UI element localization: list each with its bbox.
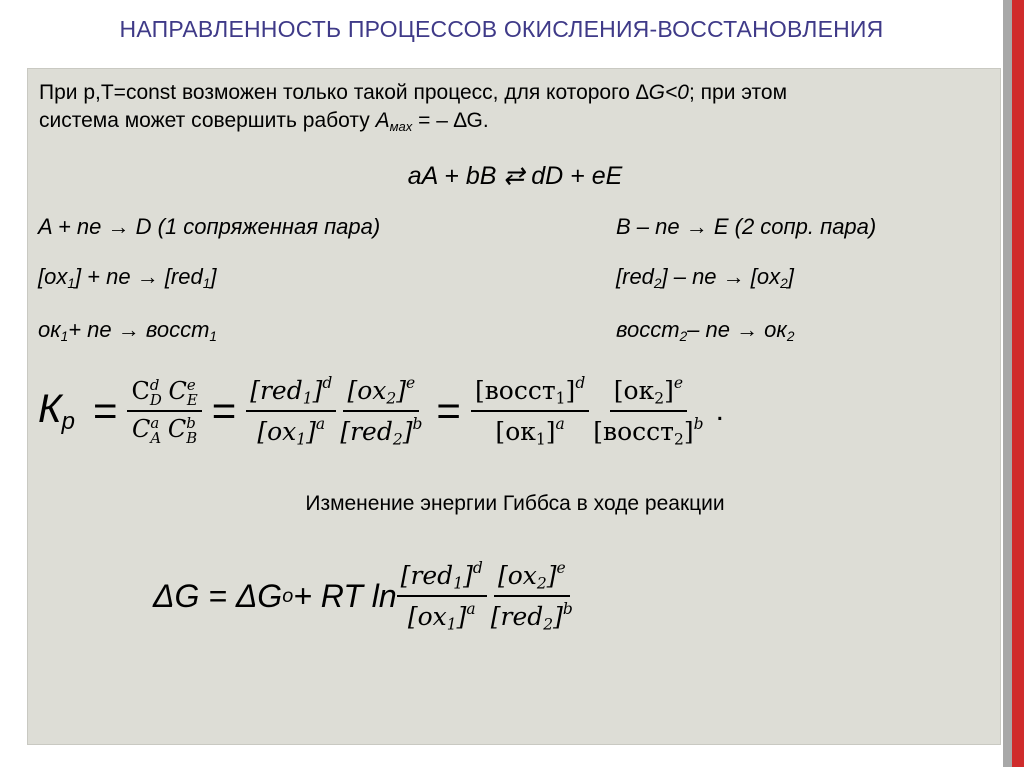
ok-text: ок (505, 417, 536, 447)
ox-text: ox (357, 375, 387, 405)
c-a-scripts (150, 416, 161, 446)
ox-red-left-c: ] (210, 264, 217, 289)
ox1-term: $[ox_1]^a$ (407, 600, 476, 634)
ox-red-left-a: [ox (38, 264, 68, 289)
red-text: red (500, 602, 544, 632)
fraction-concentrations (127, 377, 201, 446)
ok-vosst-left (38, 317, 217, 344)
ox-red-left (38, 264, 216, 291)
intro-text-1: При р,Т=const возможен только такой процесс, для которого (39, 81, 636, 104)
gibbs-fraction-1 (397, 559, 487, 634)
exp-e: e (186, 375, 196, 394)
sub-2: 2 (654, 389, 665, 408)
sub-2: 2 (536, 574, 547, 593)
exp-b: b (186, 414, 196, 433)
intro-text-4: = – ∆G. (412, 109, 489, 132)
gibbs-standard-sup: o (282, 584, 294, 607)
ok-vosst-left-a: ок (38, 317, 61, 342)
ok1-term: $[ок_1]^a$ (495, 415, 565, 449)
sub-2: 2 (543, 615, 554, 634)
kp-symbol (38, 387, 75, 436)
red-text: red (259, 375, 303, 405)
ok-vosst-left-b: + ne → восст (68, 317, 210, 342)
ox-red-left-b: ] + ne → [red (74, 264, 203, 289)
ok-vosst-left-sub2: 1 (209, 329, 217, 345)
gibbs-rt-ln: + RT ln (293, 577, 397, 614)
red1-term: $[red_1]^d$ (246, 374, 336, 412)
red2-term: $[red_2]^b$ (490, 600, 573, 634)
red2-term: $[red_2]^b$ (340, 415, 423, 449)
c-symbol: C (131, 376, 150, 405)
fraction-red-ox-2 (336, 374, 426, 449)
ok-vosst-right-sub1: 2 (679, 329, 688, 345)
pair-1-left: A + ne → D (1 сопряженная пара) (38, 214, 381, 239)
ok-vosst-right-a: восст (616, 317, 680, 342)
exp-d: d (149, 375, 160, 394)
content-panel (27, 68, 1001, 745)
ox-red-right-sub2: 2 (780, 276, 788, 292)
work-symbol: А (375, 109, 390, 132)
fraction-denominator (128, 412, 201, 446)
ox-text: ox (417, 602, 447, 632)
sub-1: 1 (535, 430, 546, 449)
gibbs-caption: Изменение энергии Гиббса в ходе реакции (305, 492, 725, 515)
exp-d: d (322, 374, 333, 392)
red-text: red (350, 417, 393, 447)
exp-a: a (555, 415, 565, 434)
pair-2-right: B – ne → E (2 сопр. пара) (616, 214, 877, 239)
intro-line-2 (39, 107, 787, 141)
exp-d: d (575, 374, 586, 392)
exp-b: b (562, 600, 573, 619)
gibbs-formula (153, 559, 577, 634)
equilibrium-constant-formula (38, 374, 724, 449)
exp-e: e (673, 374, 684, 392)
sub-D: D (149, 390, 162, 409)
c-symbol: C (167, 415, 187, 444)
sub-1: 1 (453, 574, 464, 593)
equals-sign-1: = (92, 387, 118, 435)
kp-subscript: р (61, 408, 75, 436)
ox-text: ox (267, 417, 297, 447)
intro-text-2: ; при этом (688, 81, 788, 104)
intro-line-1 (39, 79, 787, 107)
sub-E: E (186, 390, 198, 409)
main-equation: aA + bB ⇄ dD + eE (407, 162, 623, 190)
exp-b: b (693, 415, 704, 434)
ox-red-right-sub1: 2 (653, 276, 662, 292)
equals-sign-3: = (436, 387, 461, 435)
gibbs-lhs: ΔG = ΔG (153, 577, 283, 614)
exp-d: d (472, 559, 483, 577)
sub-1: 1 (296, 430, 307, 449)
exp-b: b (412, 415, 423, 434)
ox-red-left-sub1: 1 (67, 276, 75, 292)
c-symbol: C (168, 376, 187, 405)
exp-a: a (150, 414, 160, 433)
fraction-numerator (127, 377, 201, 413)
sub-2: 2 (673, 430, 684, 449)
ok-vosst-left-sub1: 1 (60, 329, 69, 345)
c-symbol: C (132, 415, 151, 444)
sub-1: 1 (302, 389, 313, 408)
sub-2: 2 (386, 389, 397, 408)
ok-vosst-right (616, 317, 794, 344)
sub-B: B (186, 429, 198, 448)
kp-letter: К (38, 386, 62, 431)
exp-e: e (406, 374, 416, 392)
exp-a: a (466, 600, 476, 619)
ok-vosst-right-sub2: 2 (786, 329, 795, 345)
ox-red-right-a: [red (616, 264, 654, 289)
sub-1: 1 (555, 389, 566, 408)
slide-title: НАПРАВЛЕННОСТЬ ПРОЦЕССОВ ОКИСЛЕНИЯ-ВОССТАНОВЛЕНИЯ (119, 16, 884, 42)
vosst2-term: [восст$_2$]$^b$ (593, 415, 704, 449)
ox-red-right-c: ] (787, 264, 794, 289)
decor-strip-red (1012, 0, 1024, 767)
red-text: red (410, 560, 454, 590)
exp-a: a (315, 415, 326, 434)
work-subscript: мах (389, 118, 413, 134)
ox2-term: $[ox_2]^e$ (494, 559, 570, 597)
ox-red-right-b: ] – ne → [ox (661, 264, 781, 289)
ox-text: ox (507, 560, 537, 590)
vosst1-term: [восст$_1$]$^d$ (471, 374, 589, 412)
exp-e: e (556, 559, 566, 577)
ox-red-right (616, 264, 794, 291)
fraction-vosst-ok-2 (589, 374, 707, 449)
equals-sign-2: = (211, 387, 237, 435)
intro-condition: ∆G<0 (635, 81, 689, 104)
sub-2: 2 (392, 430, 403, 449)
c-e-scripts (186, 375, 198, 409)
vosst-text: восст (484, 375, 556, 405)
sub-A: A (150, 429, 162, 448)
sub-1: 1 (446, 615, 457, 634)
ox1-term: $[ox_1]^a$ (257, 415, 326, 449)
ok-text: ок (623, 375, 655, 405)
c-d-scripts (149, 375, 162, 409)
gibbs-fraction-2 (487, 559, 577, 634)
decor-strip-gray (1003, 0, 1012, 767)
ok-vosst-right-b: – ne → ок (687, 317, 787, 342)
ox-red-left-sub2: 1 (202, 276, 211, 292)
c-b-scripts (186, 416, 197, 446)
formula-period: . (715, 394, 724, 428)
vosst-text: восст (603, 417, 674, 447)
fraction-vosst-ok-1 (471, 374, 589, 449)
ok2-term: $[ок_2]^e$ (610, 374, 687, 412)
red1-term: $[red_1]^d$ (397, 559, 487, 597)
fraction-red-ox-1 (246, 374, 336, 449)
ox2-term: $[ox_2]^e$ (343, 374, 419, 412)
intro-text (39, 79, 787, 141)
intro-text-3: система может совершить работу (39, 109, 376, 132)
